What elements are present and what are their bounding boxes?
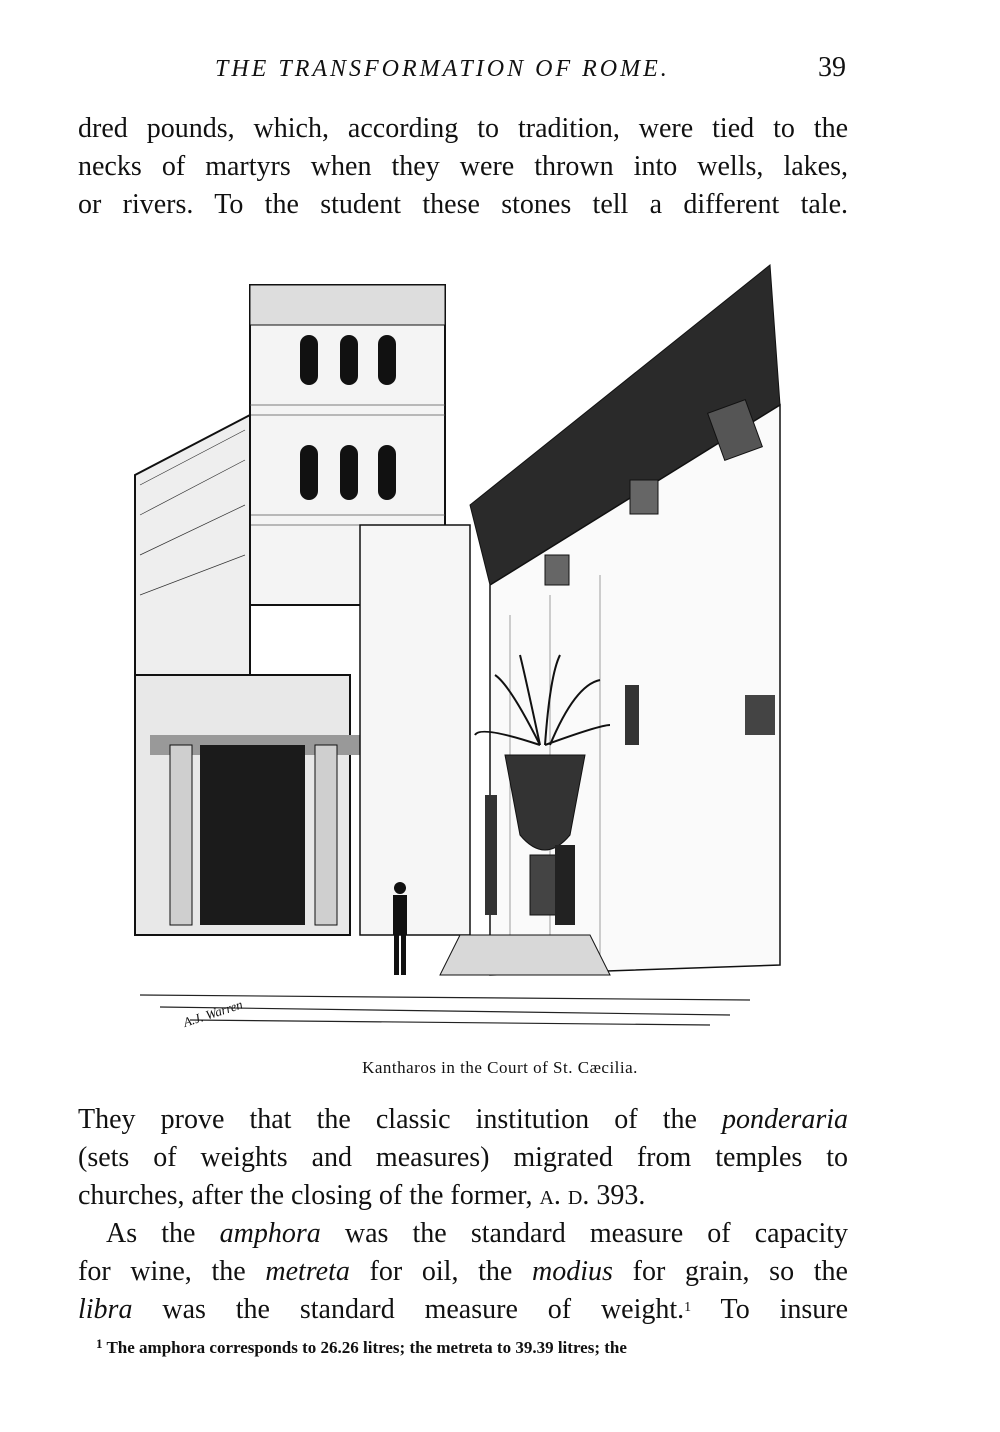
text-line [78,1177,848,1215]
page-number: 39 [818,52,846,83]
text-span: for grain, so the [612,1256,848,1287]
text-span: churches, after the closing of the former, [78,1180,540,1211]
text-line: necks of martyrs when they were thrown into wells, lakes, [78,151,848,182]
italic-term: modius [532,1256,613,1287]
era-abbreviation: a. d. [539,1180,590,1211]
text-span: was the standard measure of capacity [320,1218,848,1249]
paragraph-3 [78,1215,848,1253]
text-span: To insure [691,1294,848,1325]
text-line: dred pounds, which, according to tradition, were tied to the [78,113,848,144]
text-line [78,1101,848,1139]
footnote-number: 1 [96,1336,103,1351]
top-paragraph [78,110,848,224]
text-span: was the standard measure of weight. [132,1294,685,1325]
text-line: or rivers. To the student these stones tell a different tale. [78,189,848,220]
text-line: (sets of weights and measures) migrated from temples to [78,1142,848,1173]
text-line [78,1253,848,1291]
italic-term: ponderaria [722,1104,848,1135]
house-drawing [470,265,780,975]
artist-signature: A.J. Warren [181,996,245,1030]
wall-drawing [360,525,470,935]
running-head [80,52,850,92]
italic-term: metreta [265,1256,350,1287]
text-span: 393. [589,1180,646,1211]
italic-term: libra [78,1294,133,1325]
figure-caption: Kantharos in the Court of St. Cæcilia. [362,1058,638,1077]
italic-term: amphora [219,1218,321,1249]
text-span: As the [106,1218,220,1249]
paragraph-3-cont [78,1253,848,1329]
standing-man-drawing [393,882,407,975]
text-line [78,1291,848,1329]
text-span: for wine, the [78,1256,266,1287]
running-title: THE TRANSFORMATION OF ROME. [215,56,670,82]
text-line [106,1215,848,1253]
paragraph-2 [78,1101,848,1215]
text-span: They prove that the classic institution of the [78,1104,722,1135]
footnote-marker: 1 [684,1300,692,1315]
footnote-text: The amphora corresponds to 26.26 litres; the metreta to 39.39 litres; the [102,1338,627,1357]
text-span: for oil, the [349,1256,533,1287]
engraving-illustration [130,255,785,1045]
footnote [96,1338,836,1358]
